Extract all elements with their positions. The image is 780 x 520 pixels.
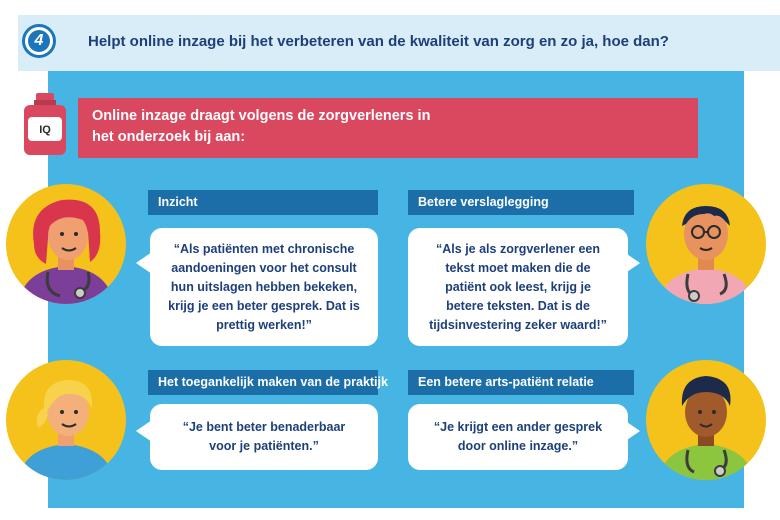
quote-bubble-relatie [408, 404, 628, 470]
iq-label: IQ [39, 124, 51, 136]
banner-line: het onderzoek bij aan: [92, 129, 246, 145]
tile-heading-relatie: Een betere arts-patiënt relatie [408, 370, 634, 395]
quote-line: patiënt ook leest, krijg je [445, 279, 591, 294]
doctor-woman-red-hair-avatar [4, 182, 128, 306]
doctor-man-dark-hair-avatar [644, 358, 768, 482]
tile-heading-toegankelijk: Het toegankelijk maken van de praktijk [148, 370, 378, 395]
quote-line: “Je krijgt een ander gesprek [433, 420, 603, 434]
quote-line: “Als je als zorgverlener een [436, 241, 600, 256]
doctor-man-glasses-avatar [644, 182, 768, 306]
banner-line: Online inzage draagt volgens de zorgverleners in [92, 108, 431, 124]
quote-bubble-verslaglegging [408, 228, 628, 346]
quote-line: prettig werken!” [216, 317, 312, 332]
quote-line: hun uitslagen hebben bekeken, [170, 279, 358, 294]
page-title: Helpt online inzage bij het verbeteren van de kwaliteit van zorg en zo ja, hoe dan? [88, 33, 669, 50]
quote-line: voor je patiënten.” [209, 439, 319, 453]
quote-line: “Je bent beter benaderbaar [182, 420, 346, 434]
quote-line: “Als patiënten met chronische [173, 241, 355, 256]
tile-heading-inzicht: Inzicht [148, 190, 378, 215]
quote-bubble-toegankelijk [150, 404, 378, 470]
section-number: 4 [28, 30, 50, 52]
quote-line: krijg je een beter gesprek. Dat is [168, 298, 360, 313]
quote-line: tijdsinvestering zeker waard!” [429, 317, 607, 332]
quote-line: tekst moet maken die de [445, 260, 591, 275]
quote-line: betere teksten. Dat is de [446, 298, 590, 313]
quote-line: aandoeningen voor het consult [171, 260, 357, 275]
intro-banner [78, 98, 698, 158]
quote-bubble-inzicht [150, 228, 378, 346]
quote-line: door online inzage.” [457, 439, 579, 453]
doctor-woman-blonde-avatar [4, 358, 128, 482]
number-badge-icon [22, 24, 56, 58]
tile-heading-verslaglegging: Betere verslaglegging [408, 190, 634, 215]
